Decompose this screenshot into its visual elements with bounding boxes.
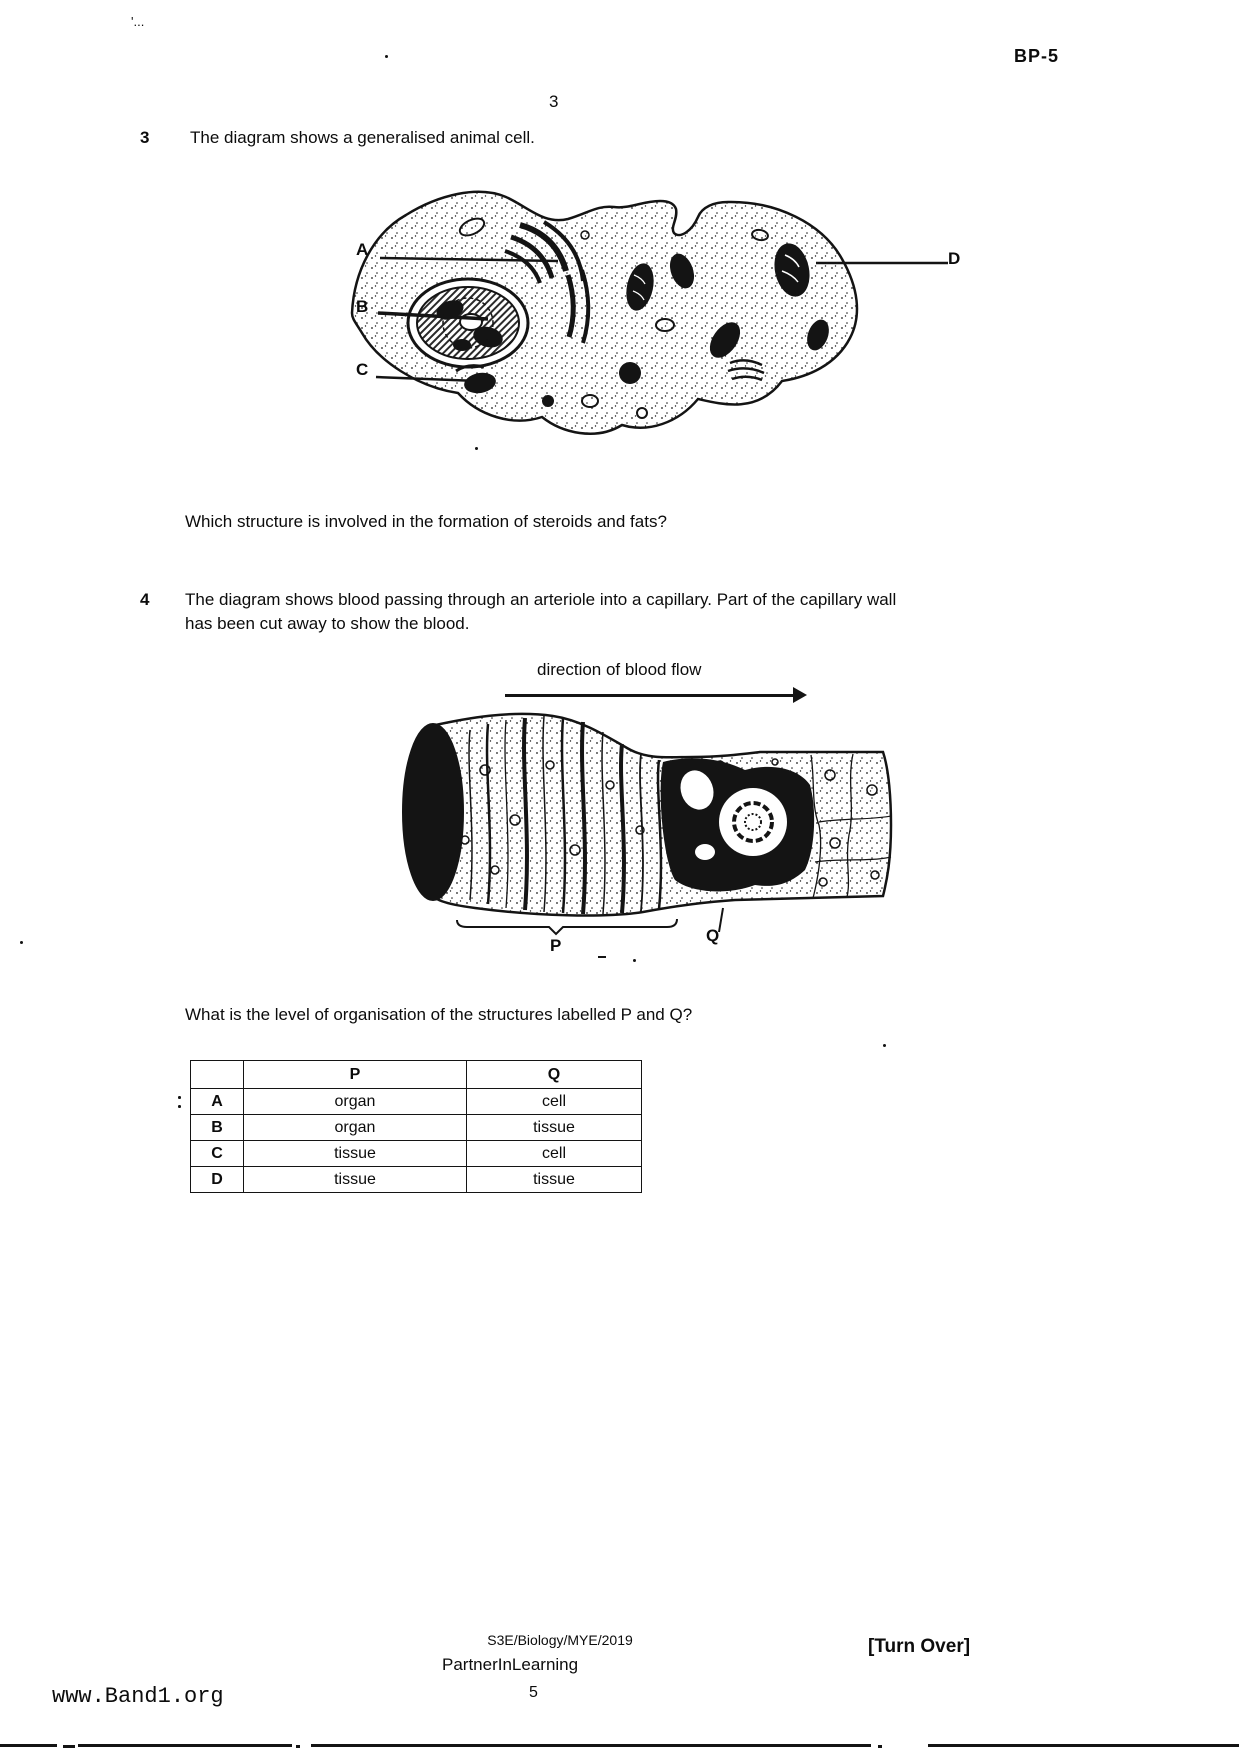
table-corner-cell (191, 1061, 244, 1089)
ink-speck (598, 956, 606, 958)
table-row-d (191, 1167, 642, 1193)
question4-prompt: What is the level of organisation of the structures labelled P and Q? (185, 1005, 693, 1024)
table-header-p: P (244, 1061, 467, 1089)
footer-page-number: 5 (529, 1684, 538, 1701)
table-header-q: Q (467, 1061, 642, 1089)
cell-label-c: C (356, 360, 369, 379)
footer-brand: PartnerInLearning (442, 1655, 579, 1674)
corner-reference: BP-5 (1014, 46, 1060, 66)
ink-speck (178, 1096, 181, 1099)
p-value: tissue (244, 1141, 467, 1167)
ink-speck (178, 1105, 181, 1108)
bottom-scan-line (0, 1744, 57, 1747)
option-letter: D (191, 1167, 244, 1193)
vessel-label-q: Q (706, 926, 720, 945)
bottom-scan-line (63, 1745, 75, 1748)
stray-ink-mark: '... (131, 14, 145, 29)
blood-flow-arrowhead (793, 687, 807, 703)
q-value: cell (467, 1141, 642, 1167)
bottom-scan-line (878, 1745, 882, 1748)
options-table (190, 1060, 642, 1193)
p-value: organ (244, 1115, 467, 1141)
question4-text-line2: has been cut away to show the blood. (185, 614, 470, 633)
option-letter: C (191, 1141, 244, 1167)
animal-cell-diagram (330, 175, 990, 440)
ink-speck (475, 447, 478, 450)
question3-prompt: Which structure is involved in the formation of steroids and fats? (185, 512, 667, 531)
table-row-c (191, 1141, 642, 1167)
bottom-scan-line (928, 1744, 1239, 1747)
page-number-top: 3 (549, 92, 559, 111)
p-value: organ (244, 1089, 467, 1115)
nucleus (408, 279, 528, 367)
q-value: tissue (467, 1115, 642, 1141)
bottom-scan-line (311, 1744, 871, 1747)
table-header-row (191, 1061, 642, 1089)
bottom-scan-line (78, 1744, 292, 1747)
table-row-a (191, 1089, 642, 1115)
ink-speck (883, 1044, 886, 1047)
option-letter: B (191, 1115, 244, 1141)
ink-speck (633, 959, 636, 962)
bottom-scan-line (296, 1745, 300, 1748)
q-value: cell (467, 1089, 642, 1115)
question4-number: 4 (140, 590, 150, 609)
blood-flow-arrow-line (505, 694, 797, 697)
cell-label-d: D (948, 249, 961, 268)
ink-speck (385, 55, 388, 58)
question3-number: 3 (140, 128, 150, 147)
p-bracket (457, 919, 677, 934)
question3-text: The diagram shows a generalised animal cell. (190, 128, 535, 147)
cell-label-b: B (356, 297, 369, 316)
arteriole-opening (403, 724, 463, 900)
turn-over-note: [Turn Over] (868, 1636, 971, 1657)
cell-label-a: A (356, 240, 369, 259)
option-letter: A (191, 1089, 244, 1115)
blood-flow-label: direction of blood flow (537, 660, 702, 679)
table-row-b (191, 1115, 642, 1141)
vessel-label-p: P (550, 936, 562, 955)
watermark-url: www.Band1.org (52, 1684, 224, 1709)
footer-doc-ref: S3E/Biology/MYE/2019 (487, 1632, 633, 1648)
ink-speck (20, 941, 23, 944)
question4-text-line1: The diagram shows blood passing through an arteriole into a capillary. Part of the capillary wall (185, 590, 897, 609)
p-value: tissue (244, 1167, 467, 1193)
blood-vessel-diagram (375, 710, 895, 975)
q-value: tissue (467, 1167, 642, 1193)
